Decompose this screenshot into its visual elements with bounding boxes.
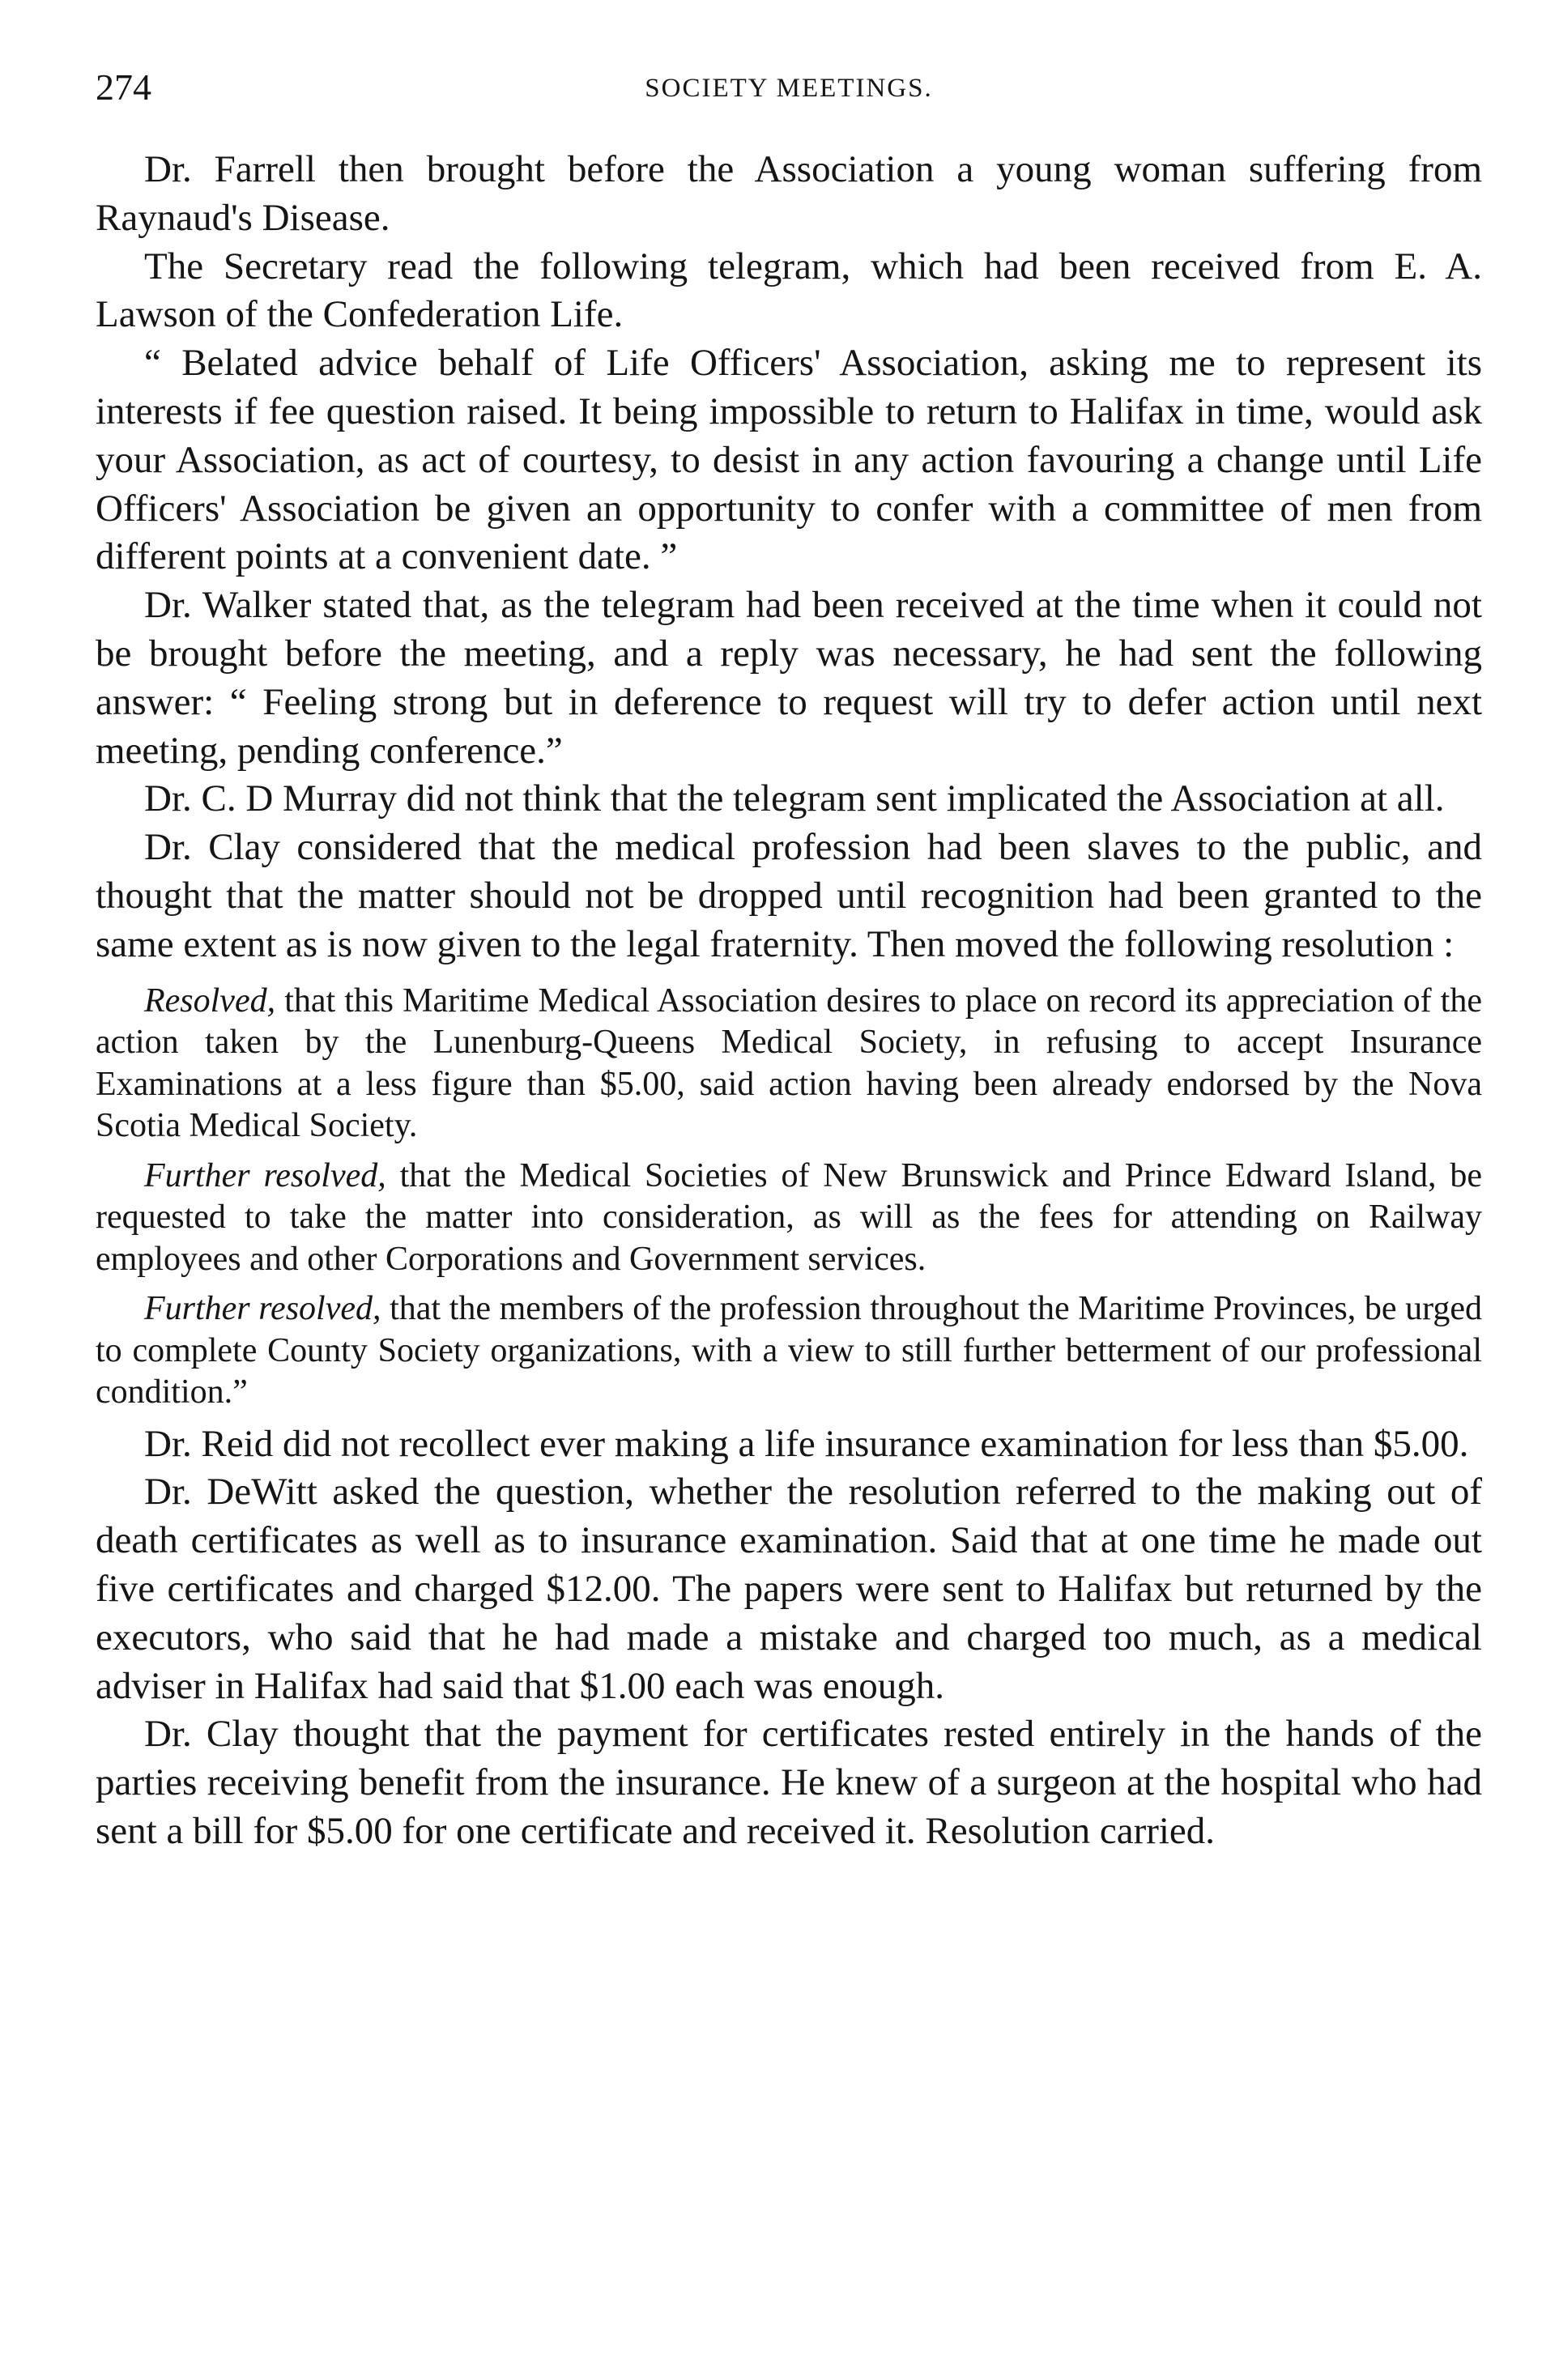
paragraph-farrell: Dr. Farrell then brought before the Association a young woman suffering from Raynaud's Disease.	[96, 148, 1482, 239]
paragraph-clay-motion: Dr. Clay considered that the medical profession had been slaves to the public, and thought that the matter should not be dropped until recognition had been granted to the same extent as is now given to the legal fraternity. Then moved the following resolution :	[96, 826, 1482, 965]
paragraph-clay-closing: Dr. Clay thought that the payment for certificates rested entirely in the hands of the parties receiving benefit from the insurance. He knew of a surgeon at the hospital who had sent a bill for $5.00 for one certificate and received it. Resolution carried.	[96, 1713, 1482, 1852]
paragraph-walker-reply: Dr. Walker stated that, as the telegram had been received at the time when it could not be brought before the meeting, and a reply was necessary, he had sent the following answer: “ Feeling strong but in deference to request will try to defer action until next meeting, pending conference.”	[96, 584, 1482, 772]
page-number: 274	[96, 66, 151, 108]
resolution-1	[96, 981, 1482, 1147]
resolution-2-text: that the Medical Societies of New Brunswick and Prince Edward Island, be requested to take the matter into consideration, as will as the fees for attending on Railway employees and other Corporations and Government services.	[96, 1156, 1482, 1278]
paragraph-telegram-text: “ Belated advice behalf of Life Officers' Association, asking me to represent its interests if fee question raised. It being impossible to return to Halifax in time, would ask your Association, as act of courtesy, to desist in any action favouring a change until Life Officers' Association be given an opportunity to confer with a committee of men from different points at a convenient date. ”	[96, 342, 1482, 578]
body-text	[96, 146, 1482, 1856]
paragraph-murray: Dr. C. D Murray did not think that the telegram sent implicated the Association at all.	[144, 777, 1445, 820]
resolution-1-text: that this Maritime Medical Association desires to place on record its appreciation of the action taken by the Lunenburg-Queens Medical Society, in refusing to accept Insurance Examinations at a less figure than $5.00, said action having been already endorsed by the Nova Scotia Medical Society.	[96, 981, 1482, 1145]
resolution-3	[96, 1288, 1482, 1414]
paragraph-secretary-telegram: The Secretary read the following telegram, which had been received from E. A. Lawson of the Confederation Life.	[96, 245, 1482, 336]
resolution-2-lead: Further resolved,	[144, 1156, 386, 1194]
running-head	[96, 63, 1482, 120]
resolution-2	[96, 1156, 1482, 1281]
resolution-3-text: that the members of the profession throughout the Maritime Provinces, be urged to complete County Society organizations, with a view to still further betterment of our professional condition.”	[96, 1290, 1482, 1411]
resolution-3-lead: Further resolved,	[144, 1290, 381, 1328]
resolution-1-lead: Resolved,	[144, 981, 276, 1020]
paragraph-dewitt: Dr. DeWitt asked the question, whether the resolution referred to the making out of death certificates as well as to insurance examination. Said that at one time he made out five certificates and charged $12.00. The papers were sent to Halifax but returned by the executors, who said that he had made a mistake and charged too much, as a medical adviser in Halifax had said that $1.00 each was enough.	[96, 1471, 1482, 1707]
paragraph-reid: Dr. Reid did not recollect ever making a life insurance examination for less than $5.00.	[144, 1422, 1469, 1465]
running-title: SOCIETY MEETINGS.	[645, 74, 933, 103]
